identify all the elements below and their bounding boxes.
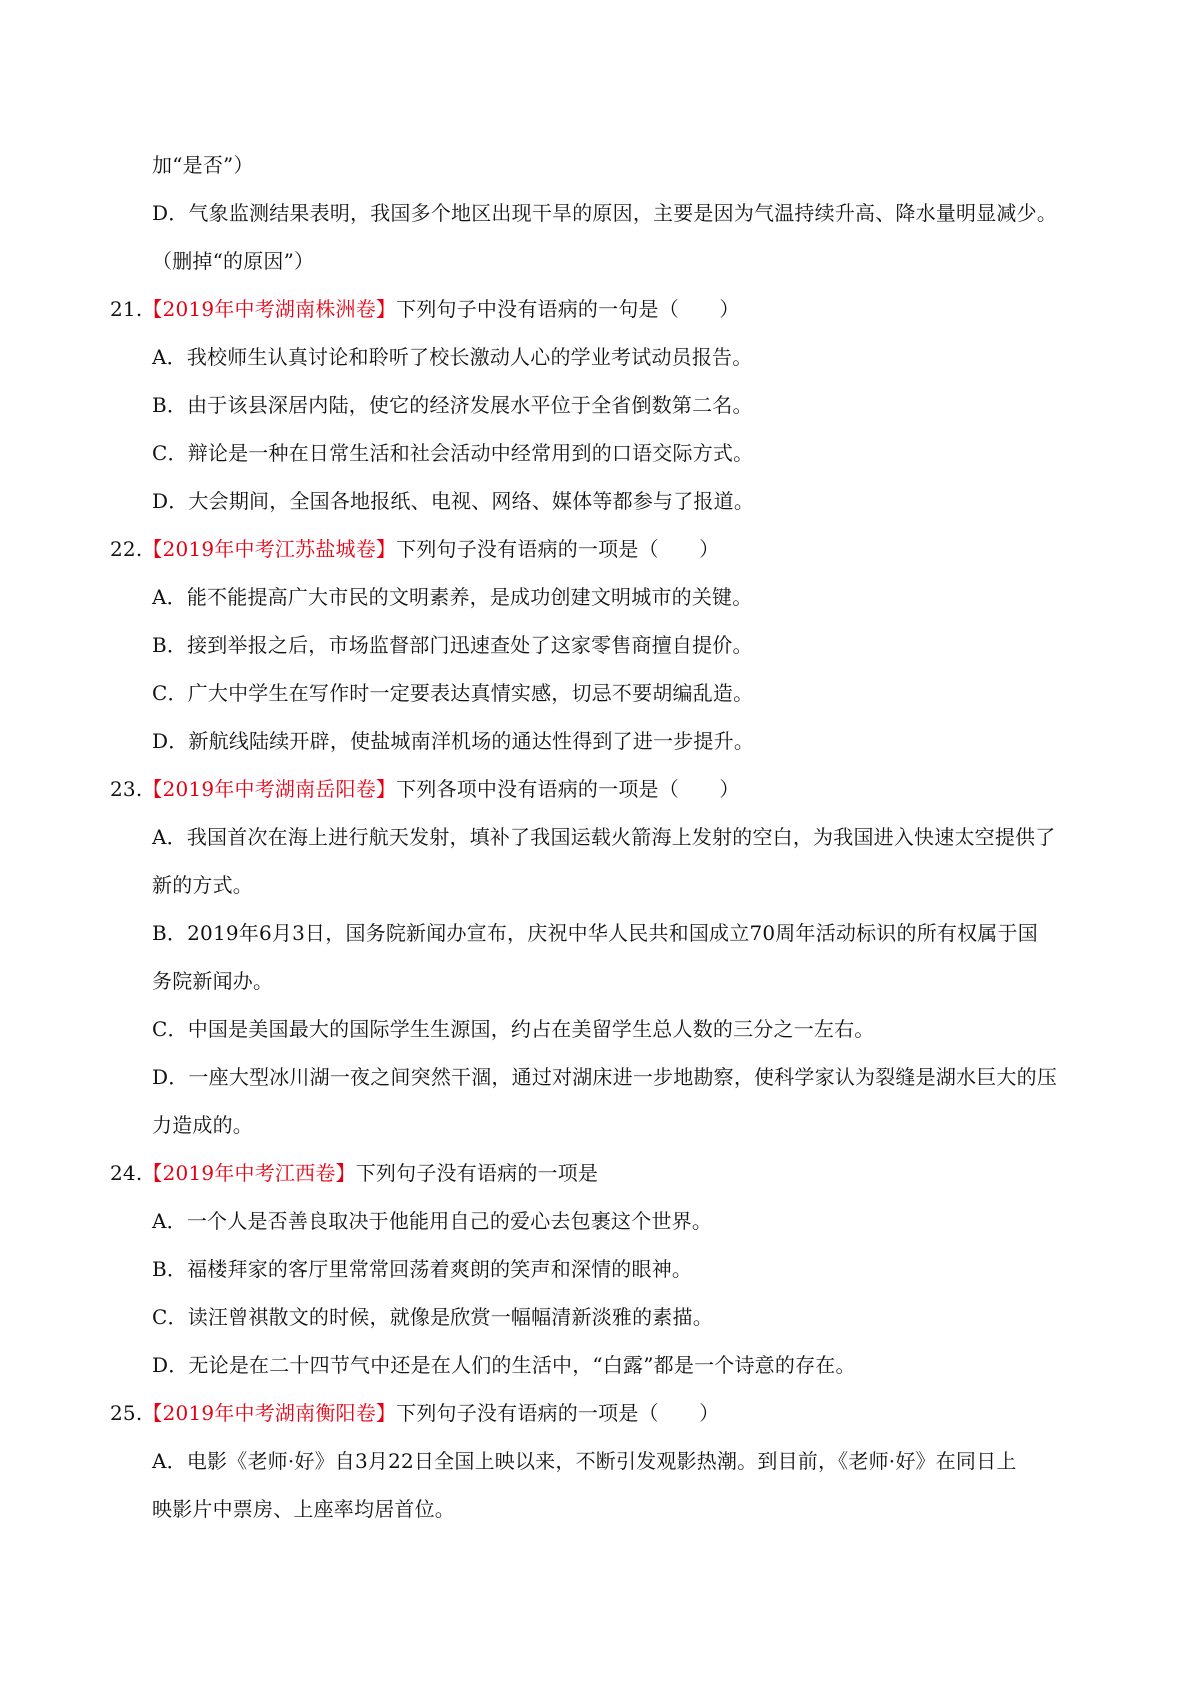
exam-source-tag: 【2019年中考江西卷】 xyxy=(142,1161,356,1185)
question-number: 25. xyxy=(110,1401,143,1425)
option-a xyxy=(0,822,1200,918)
question-stem-line xyxy=(0,294,1200,342)
question-number: 23. xyxy=(110,777,143,801)
option-a xyxy=(0,342,1200,390)
question-stem: 下列各项中没有语病的一项是（ ） xyxy=(396,777,740,801)
question-stem: 下列句子没有语病的一项是（ ） xyxy=(396,1401,720,1425)
question-number: 21. xyxy=(110,297,143,321)
option-d xyxy=(0,726,1200,774)
option-text-line: 新的方式。 xyxy=(152,873,253,897)
option-b xyxy=(0,1254,1200,1302)
option-text-line: D．无论是在二十四节气中还是在人们的生活中，“白露”都是一个诗意的存在。 xyxy=(152,1353,856,1377)
continued-text-line: D．气象监测结果表明，我国多个地区出现干旱的原因，主要是因为气温持续升高、降水量明显减少。 xyxy=(152,201,1058,225)
question-24 xyxy=(0,1158,1200,1398)
question-stem-line xyxy=(0,774,1200,822)
option-c xyxy=(0,678,1200,726)
option-text-line: A．电影《老师·好》自3月22日全国上映以来，不断引发观影热潮。到目前，《老师·好》在同日上 xyxy=(152,1449,1017,1473)
option-c xyxy=(0,1014,1200,1062)
option-text-line: A．我国首次在海上进行航天发射，填补了我国运载火箭海上发射的空白，为我国进入快速太空提供了 xyxy=(152,825,1056,849)
option-text-line: 映影片中票房、上座率均居首位。 xyxy=(152,1497,455,1521)
exam-source-tag: 【2019年中考湖南岳阳卷】 xyxy=(142,777,397,801)
option-text-line: B．由于该县深居内陆，使它的经济发展水平位于全省倒数第二名。 xyxy=(152,393,753,417)
option-text-line: C．辩论是一种在日常生活和社会活动中经常用到的口语交际方式。 xyxy=(152,441,754,465)
option-text-line: C．读汪曾祺散文的时候，就像是欣赏一幅幅清新淡雅的素描。 xyxy=(152,1305,713,1329)
question-stem-line xyxy=(0,1158,1200,1206)
question-25 xyxy=(0,1398,1200,1542)
question-stem-line xyxy=(0,534,1200,582)
question-stem: 下列句子没有语病的一项是 xyxy=(355,1161,599,1185)
option-d xyxy=(0,1062,1200,1158)
option-text-line: D．一座大型冰川湖一夜之间突然干涸，通过对湖床进一步地勘察，使科学家认为裂缝是湖水巨大的压 xyxy=(152,1065,1058,1089)
question-21 xyxy=(0,294,1200,534)
option-text-line: D．新航线陆续开辟，使盐城南洋机场的通达性得到了进一步提升。 xyxy=(152,729,755,753)
option-text-line: A．能不能提高广大市民的文明素养，是成功创建文明城市的关键。 xyxy=(152,585,753,609)
question-number: 24. xyxy=(110,1161,143,1185)
option-text-line: C．中国是美国最大的国际学生生源国，约占在美留学生总人数的三分之一左右。 xyxy=(152,1017,875,1041)
exam-source-tag: 【2019年中考湖南衡阳卷】 xyxy=(142,1401,397,1425)
option-a xyxy=(0,582,1200,630)
option-b xyxy=(0,390,1200,438)
option-d xyxy=(0,486,1200,534)
question-stem: 下列句子中没有语病的一句是（ ） xyxy=(396,297,740,321)
option-c xyxy=(0,438,1200,486)
question-23 xyxy=(0,774,1200,1158)
question-stem-line xyxy=(0,1398,1200,1446)
option-text-line: 务院新闻办。 xyxy=(152,969,274,993)
option-text-line: 力造成的。 xyxy=(152,1113,253,1137)
question-number: 22. xyxy=(110,537,143,561)
option-a xyxy=(0,1206,1200,1254)
option-text-line: D．大会期间，全国各地报纸、电视、网络、媒体等都参与了报道。 xyxy=(152,489,755,513)
continued-text-line: 加“是否”） xyxy=(152,153,254,177)
document-content xyxy=(0,150,1200,1542)
option-text-line: A．我校师生认真讨论和聆听了校长激动人心的学业考试动员报告。 xyxy=(152,345,753,369)
question-22 xyxy=(0,534,1200,774)
option-d xyxy=(0,1350,1200,1398)
option-text-line: C．广大中学生在写作时一定要表达真情实感，切忌不要胡编乱造。 xyxy=(152,681,754,705)
exam-source-tag: 【2019年中考江苏盐城卷】 xyxy=(142,537,397,561)
exam-source-tag: 【2019年中考湖南株洲卷】 xyxy=(142,297,397,321)
option-b xyxy=(0,918,1200,1014)
option-text-line: B．福楼拜家的客厅里常常回荡着爽朗的笑声和深情的眼神。 xyxy=(152,1257,693,1281)
option-text-line: A．一个人是否善良取决于他能用自己的爱心去包裹这个世界。 xyxy=(152,1209,713,1233)
option-text-line: B．2019年6月3日，国务院新闻办宣布，庆祝中华人民共和国成立70周年活动标识的所有权属于国 xyxy=(152,921,1038,945)
option-text-line: B．接到举报之后，市场监督部门迅速查处了这家零售商擅自提价。 xyxy=(152,633,753,657)
question-stem: 下列句子没有语病的一项是（ ） xyxy=(396,537,720,561)
option-a xyxy=(0,1446,1200,1542)
continued-text-line: （删掉“的原因”） xyxy=(152,249,315,273)
option-b xyxy=(0,630,1200,678)
option-c xyxy=(0,1302,1200,1350)
